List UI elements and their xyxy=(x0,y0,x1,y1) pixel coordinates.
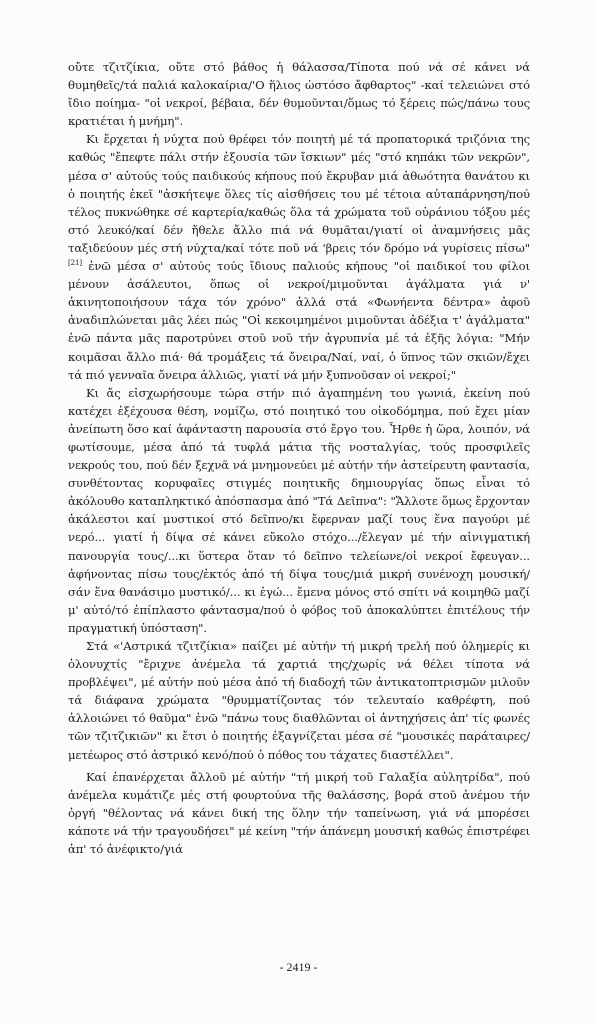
paragraph-3: Κι ἄς εἰσχωρήσουμε τώρα στήν πιό ἀγαπημένη του γωνιά, ἐκείνη πού κατέχει ἐξέχουσα θέση, νομίζω, στό ποιητικό του οἰκοδόμημα, πού ἔχει μίαν ἀνείπωτη ὅσο καί ἀφάνταστη παρουσία στό ἔργο του. Ἦρθε ἡ ὥρα, λοιπόν, νά φωτίσουμε, μέσα ἀπό τά τυφλά μάτια τῆς νοσταλγίας, τούς προσφιλεῖς νεκρούς του, πού δέν ξεχνᾶ νά μνημονεύει μέ αὐτήν τήν ἀστείρευτη φαντασία, συνθέτοντας κορυφαῖες στιγμές ποιητικῆς δημιουργίας ὅπως εἶναι τό ἀκόλουθο καταπληκτικό ἀπόσπασμα ἀπό "Τά Δεῖπνα": "Ἄλλοτε ὅμως ἔρχονταν ἀκάλεστοι καί μυστικοί στό δεῖπνο/κι ἔφερναν μαζί τους ἕνα παγούρι μέ νερό... γιατί ἡ δίψα σέ κάνει εὔκολο στόχο.../ἔλεγαν μέ τήν αἰνιγματική πανουργία τους/...κι ὕστερα ὅταν τό δεῖπνο τελείωνε/οἱ νεκροί ἔφευγαν... ἀφήνοντας πίσω τους/ἐκτός ἀπό τή δίψα τους/μιά μικρή συνένοχη μουσική/σάν ἕνα θανάσιμο μυστικό/... κι ἐγώ... ἔμενα μόνος στό σπίτι νά κοιμηθῶ μαζί μ' αὐτό/τό ἐπίπλαστο φάντασμα/πού ὁ φόβος τοῦ ἀποκαλύπτει ἐπιτέλους τήν πραγματική ὑπόσταση". xyxy=(68,385,530,635)
paragraph-5: Καί ἐπανέρχεται ἄλλοῦ μέ αὐτήν "τή μικρή τοῦ Γαλαξία αὐλητρίδα", πού ἀνέμελα κυμάτιζε μές στή φουρτούνα τῆς θαλάσσης, βορά στοῦ ἀνέμου τήν ὀργή "θέλοντας νά κάνει δική της ὅλην τήν ταπείνωση, γιά νά μπορέσει κάποτε νά τήν τραγουδήσει" μέ κείνη "τήν ἀπάνεμη μουσική καθώς ἐπιστρέφει ἀπ' τό ἀνέφικτο/γιά xyxy=(68,769,530,857)
footnote-ref-21: [21] xyxy=(68,259,82,268)
paragraph-2 xyxy=(68,130,530,383)
paragraph-2-text-a: Κι ἔρχεται ἡ νύχτα πού θρέφει τόν ποιητή μέ τά προπατορικά τριζόνια της καθώς "ἔπεφτε πάλι στήν ἐξουσία τῶν ἴσκιων" μές "στό κηπάκι τῶν νεκρῶν", μέσα σ' αὐτούς τούς παιδικούς κήπους πού ἔκρυβαν μιά ἀθωότητα θανάτου κι ὁ ποιητής ἐκεῖ "ἀσκήτεψε ὅλες τίς αἰσθήσεις του μέ τέτοια αὐταπάρνηση/πού τέλος πυκνώθηκε σέ καρτερία/καθώς ὅλα τά χρώματα τοῦ οὐράνιου τόξου μές στό λευκό/καί δέν ἤθελε ἄλλο πιά νά θυμᾶται/γιατί οἱ ἀναμνήσεις μᾶς ταξιδεύουν μές στή νύχτα/καί τότε ποῦ νά 'βρεις τόν δρόμο νά γυρίσεις πίσω" xyxy=(68,132,530,255)
body-text xyxy=(68,58,530,858)
paragraph-2-text-b: ἐνῶ μέσα σ' αὐτούς τούς ἴδιους παλιούς κήπους "οἱ παιδικοί του φίλοι μένουν ἀσάλευτοι, ὅπως οἱ νεκροί/μιμοῦνται ἀγάλματα γιά ν' ἀκινητοποιήσουν τάχα τόν χρόνο" ἀλλά στά «Φωνήεντα δέντρα» ἀφοῦ ἀναδιπλώνεται μᾶς λέει πώς "Οἱ κεκοιμημένοι μιμοῦνται ἀδέξια τ' ἀγάλματα" ἐνῶ πάντα μᾶς παροτρύνει στοῦ νοῦ τήν ἀγρυπνία μέ τά ἑξῆς λόγια: "Μήν κοιμᾶσαι ἄλλο πιά· θά τρομάξεις τά ὄνειρα/Ναί, ναί, ὁ ὕπνος τῶν σκιῶν/ἔχει τά πιό γενναῖα ὄνειρα ἀλλιῶς, γιατί νά μήν ξυπνοῦσαν οἱ νεκροί;" xyxy=(68,259,530,382)
paragraph-4: Στά «'Αστρικά τζιτζίκια» παίζει μέ αὐτήν τή μικρή τρελή πού ὁλημερίς κι ὁλονυχτίς "ἔριχνε ἀνέμελα τά χαρτιά της/χωρίς νά θέλει τίποτα νά προβλέψει", μέ αὐτήν πού μέσα ἀπό τή διαδοχή τῶν ἀντικατοπτρισμῶν μιλοῦν τά διάφανα χρώματα "θρυμματίζοντας τόν τελευταίο καθρέφτη, πού ἀλλοιώνει τό θαῦμα" ἐνῶ "πάνω τους διαθλῶνται οἱ ἀντηχήσεις ἀπ' τίς φωνές τῶν τζιτζικιῶν" κι ἔτσι ὁ ποιητής ἐξαγνίζεται μέσα σέ "μουσικές παράταιρες/μετέωρος στό ἀστρικό κενό/πού ὁ πόθος του τάχατες διαστέλλει". xyxy=(68,639,530,762)
paragraph-1: οὔτε τζιτζίκια, οὔτε στό βάθος ἡ θάλασσα/Τίποτα πού νά σέ κάνει νά θυμηθεῖς/τά παλιά καλοκαίρια/'Ο ἥλιος ὡστόσο ἄφθαρτος" -καί τελειώνει στό ἴδιο ποίημα- "οἱ νεκροί, βέβαια, δέν θυμοῦνται/ὅμως τό ξέρεις πώς/πάνω τους κρατιέται ἡ μνήμη". xyxy=(68,60,530,129)
page-number: - 2419 - xyxy=(279,960,318,974)
